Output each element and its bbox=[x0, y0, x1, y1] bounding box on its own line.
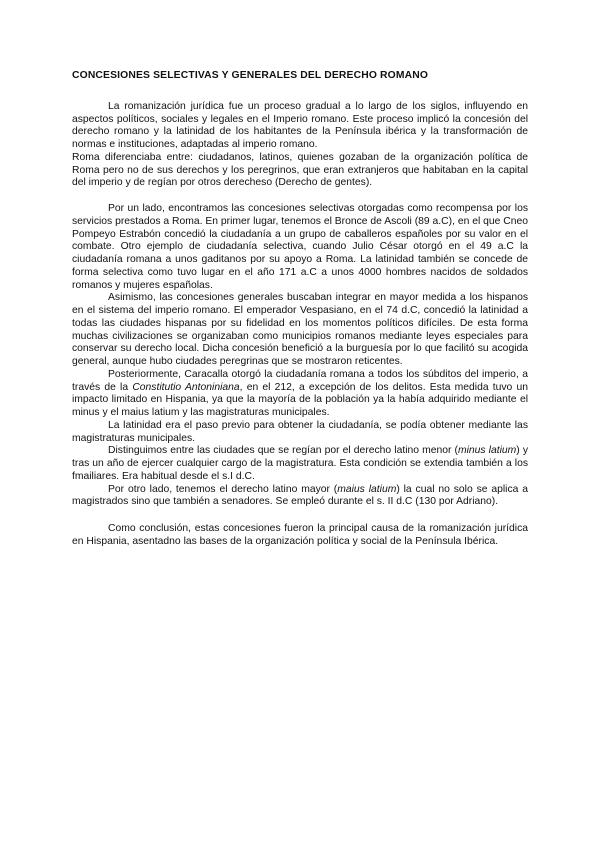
paragraph-concesiones-generales: Asimismo, las concesiones generales buscaban integrar en mayor medida a los hispanos en el sistema del imperio romano. El emperador Vespasiano, en el 74 d.C, concedió la latinidad a todas las ciudades hispanas por su fidelidad en los momentos políticos difíciles. De esta forma muchas civilizaciones se organizaban como municipios romanos mediante leyes especiales para conservar su derecho local. Dicha concesión benefició a la burguesía por lo que facilitó su acogida general, aunque hubo ciudades peregrinas que se mostraron reticentes. bbox=[72, 292, 528, 367]
text-run: Por otro lado, tenemos el derecho latino mayor ( bbox=[108, 483, 338, 495]
paragraph-minus-latium bbox=[72, 445, 528, 483]
paragraph-intro: La romanización jurídica fue un proceso gradual a lo largo de los siglos, influyendo en aspectos políticos, sociales y legales en el Imperio romano. Este proceso implicó la concesión del derecho romano y la latinidad de los habitantes de la Península ibérica y la transformación de normas e instituciones, adaptadas al imperio romano. bbox=[72, 100, 528, 150]
text-run: ) la cual no solo se aplica a magistrados sino que también a senadores. Se empleó durante el s. II d.C (130 por Adriano). bbox=[72, 483, 528, 508]
italic-term: Constitutio Antoniniana bbox=[132, 381, 240, 393]
paragraph-concesiones-selectivas: Por un lado, encontramos las concesiones selectivas otorgadas como recompensa por los servicios prestados a Roma. En primer lugar, tenemos el Bronce de Ascoli (89 a.C), en el que Cneo Pompeyo Estrabón concedió la ciudadanía a un grupo de caballeros españoles por su valor en el combate. Otro ejemplo de ciudadanía selectiva, cuando Julio César otorgó en el 49 a.C la ciudadanía romana a unos gaditanos por su apoyo a Roma. La latinidad también se concede de forma selectiva como tuvo lugar en el año 171 a.C a unos 4000 hombres nacidos de soldados romanos y mujeres españolas. bbox=[72, 203, 528, 291]
paragraph-caracalla bbox=[72, 369, 528, 420]
italic-term: maius latium bbox=[337, 483, 397, 495]
text-run: , en el 212, a excepción de los delitos. Esta medida tuvo un impacto limitado en Hispania, ya que la mayoría de la población ya la había adquirido mediante el minus y el maius latium y las magistraturas municipales. bbox=[72, 381, 529, 418]
text-run: ) y tras un año de ejercer cualquier cargo de la magistratura. Esta condición se extendia también a los fmailiares. Era habitual desde el s.I d.C. bbox=[72, 445, 528, 482]
paragraph-conclusion: Como conclusión, estas concesiones fueron la principal causa de la romanización jurídica en Hispania, asentadno las bases de la organización política y social de la Península Ibérica. bbox=[72, 523, 528, 547]
text-run: Posteriormente, Caracalla otorgó la ciudadanía romana a todos los súbditos del imperio, a través de la bbox=[72, 368, 528, 393]
paragraph-latinidad: La latinidad era el paso previo para obtener la ciudadanía, se podía obtener mediante las magistraturas municipales. bbox=[72, 419, 528, 444]
italic-term: minus latium bbox=[457, 445, 517, 457]
document-page bbox=[72, 70, 528, 549]
paragraph-maius-latium bbox=[72, 484, 528, 510]
document-title: CONCESIONES SELECTIVAS Y GENERALES DEL DERECHO ROMANO bbox=[72, 70, 429, 81]
paragraph-roma-diferenciaba: Roma diferenciaba entre: ciudadanos, latinos, quienes gozaban de la organización política de Roma pero no de sus derechos y los peregrinos, que eran extranjeros que habitaban en la capital del imperio y de regían por otros derecheso (Derecho de gentes). bbox=[72, 151, 528, 189]
text-run: Distinguimos entre las ciudades que se regían por el derecho latino menor ( bbox=[108, 445, 458, 457]
